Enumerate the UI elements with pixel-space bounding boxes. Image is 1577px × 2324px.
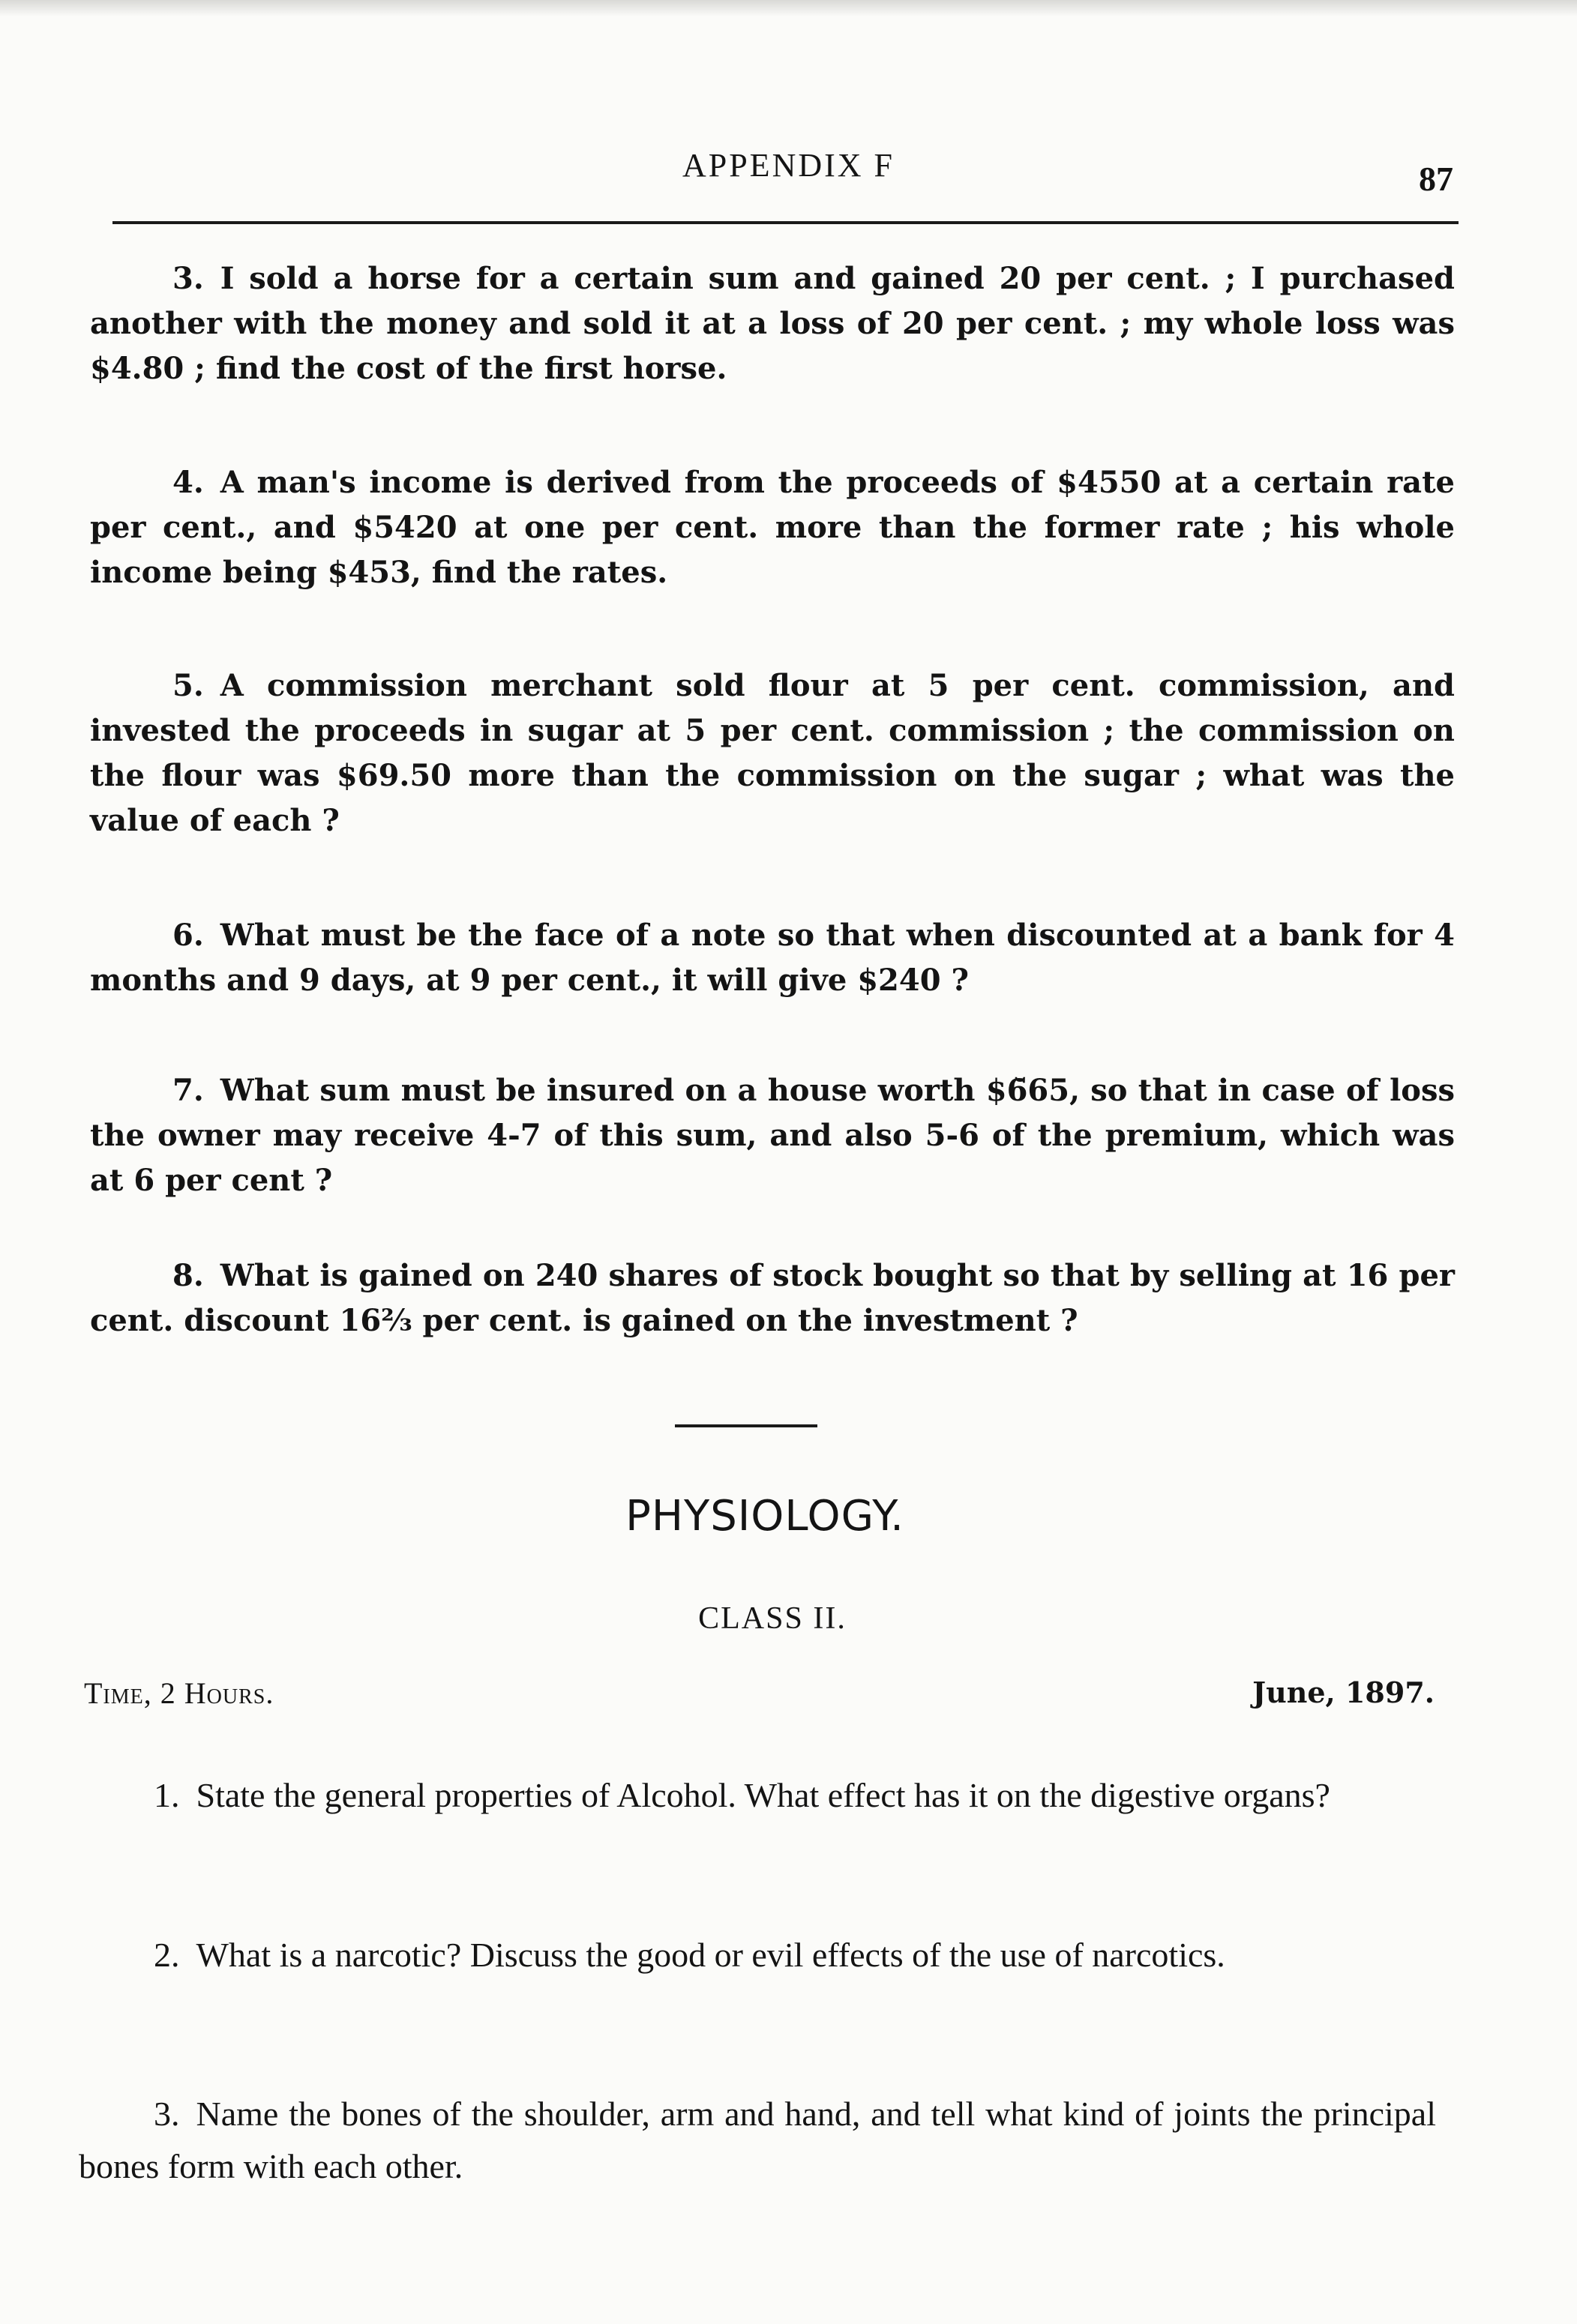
- problem-text: What sum must be insured on a house worth $6̆65, so that in case of loss the owner may receive 4-7 of this sum, and also 5-6 of the premium, which was at 6 per cent ?: [90, 1073, 1455, 1198]
- problem-6: [90, 913, 1455, 1003]
- problem-text: A man's income is derived from the proceeds of $4550 at a certain rate per cent., and $5420 at one per cent. more than the former rate ; his whole income being $453, find the rates.: [90, 465, 1455, 590]
- problem-number: 4.: [172, 465, 204, 500]
- scan-edge-shadow: [0, 0, 1577, 16]
- question-text: What is a narcotic? Discuss the good or evil effects of the use of narcotics.: [196, 1936, 1225, 1974]
- physiology-question-2: [79, 1929, 1436, 1981]
- exam-date: June, 1897.: [1252, 1676, 1435, 1709]
- problem-number: 6.: [172, 918, 204, 953]
- problem-text: What must be the face of a note so that when discounted at a bank for 4 months and 9 days, at 9 per cent., it will give $240 ?: [90, 918, 1455, 998]
- problem-number: 8.: [172, 1258, 204, 1293]
- header-rule: [112, 221, 1459, 224]
- class-label: CLASS II.: [698, 1601, 847, 1636]
- page-number: 87: [1419, 160, 1453, 198]
- problem-number: 3.: [172, 261, 204, 296]
- problem-4: [90, 460, 1455, 595]
- problem-8: [90, 1253, 1455, 1343]
- problem-3: [90, 256, 1455, 391]
- time-allowed: Time, 2 Hours.: [84, 1676, 274, 1710]
- running-head: APPENDIX F: [682, 147, 895, 184]
- problem-text: A commission merchant sold flour at 5 per cent. commission, and invested the proceeds in sugar at 5 per cent. commission ; the commission on the flour was $69.50 more than the commission on the sugar ; what was the value of each ?: [90, 668, 1455, 838]
- question-text: Name the bones of the shoulder, arm and hand, and tell what kind of joints the principal bones form with each other.: [79, 2095, 1436, 2185]
- question-number: 3.: [154, 2095, 180, 2133]
- problem-text: What is gained on 240 shares of stock bought so that by selling at 16 per cent. discount 16⅔ per cent. is gained on the investment ?: [90, 1258, 1455, 1338]
- section-divider: [675, 1424, 817, 1427]
- question-number: 2.: [154, 1936, 180, 1974]
- problem-text: I sold a horse for a certain sum and gained 20 per cent. ; I purchased another with the money and sold it at a loss of 20 per cent. ; my whole loss was $4.80 ; find the cost of the first horse.: [90, 261, 1455, 386]
- question-text: State the general properties of Alcohol. What effect has it on the digestive organs?: [196, 1776, 1330, 1814]
- problem-number: 5.: [172, 668, 204, 703]
- section-title: PHYSIOLOGY.: [625, 1492, 904, 1541]
- problem-number: 7.: [172, 1073, 204, 1108]
- physiology-question-3: [79, 2088, 1436, 2193]
- problem-5: [90, 663, 1455, 843]
- problem-7: [90, 1068, 1455, 1203]
- question-number: 1.: [154, 1776, 180, 1814]
- physiology-question-1: [79, 1769, 1436, 1822]
